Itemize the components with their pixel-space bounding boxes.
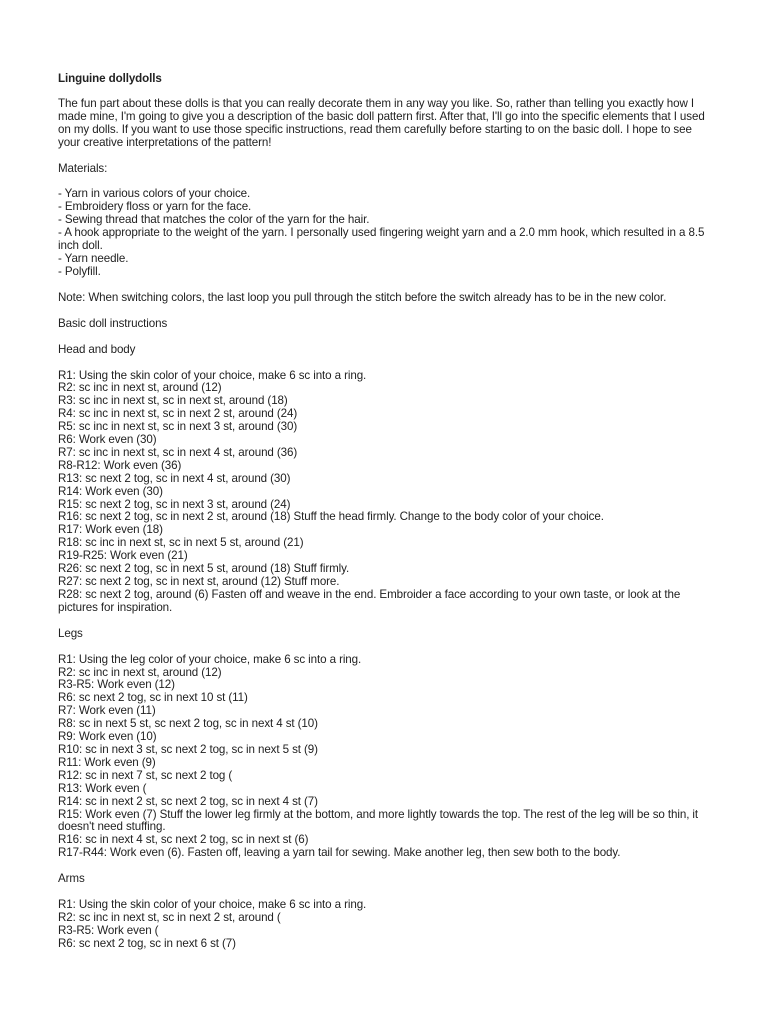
legs-row: R14: sc in next 2 st, sc next 2 tog, sc in next 4 st (7) [58, 794, 318, 808]
head-body-row: R14: Work even (30) [58, 484, 163, 498]
legs-row: R15: Work even (7) Stuff the lower leg firmly at the bottom, and more lightly towards the top. The rest of the leg will be so thin, it doesn't need stuffing. [58, 807, 699, 834]
head-body-row: R1: Using the skin color of your choice, make 6 sc into a ring. [58, 368, 367, 382]
legs-row: R13: Work even ( [58, 781, 147, 795]
legs-row: R10: sc in next 3 st, sc next 2 tog, sc in next 5 st (9) [58, 742, 318, 756]
materials-item: - Yarn in various colors of your choice. [58, 187, 251, 201]
document-title: Linguine dollydolls [58, 72, 162, 85]
arms-row: R1: Using the skin color of your choice, make 6 sc into a ring. [58, 898, 367, 912]
head-body-row: R5: sc inc in next st, sc in next 3 st, around (30) [58, 420, 298, 434]
materials-item: - Sewing thread that matches the color of the yarn for the hair. [58, 213, 370, 227]
head-body-row: R4: sc inc in next st, sc in next 2 st, around (24) [58, 407, 298, 421]
head-body-row: R7: sc inc in next st, sc in next 4 st, around (36) [58, 445, 298, 459]
head-body-rows [58, 370, 708, 615]
legs-row: R8: sc in next 5 st, sc next 2 tog, sc in next 4 st (10) [58, 717, 318, 731]
head-body-row: R2: sc inc in next st, around (12) [58, 381, 222, 395]
legs-row: R17-R44: Work even (6). Fasten off, leaving a yarn tail for sewing. Make another leg, then sew both to the body. [58, 846, 621, 860]
materials-item: - Polyfill. [58, 264, 101, 278]
head-body-row: R16: sc next 2 tog, sc in next 2 st, around (18) Stuff the head firmly. Change to the body color of your choice. [58, 510, 604, 524]
legs-row: R1: Using the leg color of your choice, make 6 sc into a ring. [58, 652, 362, 666]
legs-rows [58, 654, 708, 861]
head-body-row: R17: Work even (18) [58, 523, 163, 537]
head-body-heading: Head and body [58, 342, 136, 356]
head-body-row: R15: sc next 2 tog, sc in next 3 st, around (24) [58, 497, 291, 511]
materials-heading: Materials: [58, 161, 108, 175]
legs-row: R12: sc in next 7 st, sc next 2 tog ( [58, 768, 233, 782]
arms-row: R6: sc next 2 tog, sc in next 6 st (7) [58, 936, 236, 950]
head-body-row: R28: sc next 2 tog, around (6) Fasten off and weave in the end. Embroider a face according to your own taste, or look at the pictures for inspiration. [58, 587, 681, 614]
head-body-row: R27: sc next 2 tog, sc in next st, around (12) Stuff more. [58, 575, 340, 588]
materials-item: - Yarn needle. [58, 251, 129, 265]
legs-row: R2: sc inc in next st, around (12) [58, 665, 222, 679]
legs-row: R11: Work even (9) [58, 755, 156, 769]
note-paragraph: Note: When switching colors, the last loop you pull through the stitch before the switch already has to be in the new color. [58, 290, 667, 304]
legs-heading: Legs [58, 626, 83, 640]
legs-row: R16: sc in next 4 st, sc next 2 tog, sc in next st (6) [58, 833, 309, 847]
legs-row: R9: Work even (10) [58, 730, 157, 744]
basic-doll-heading: Basic doll instructions [58, 316, 168, 330]
materials-item: - A hook appropriate to the weight of the yarn. I personally used fingering weight yarn and a 2.0 mm hook, which resulted in a 8.5 inch doll. [58, 226, 705, 253]
arms-row: R3-R5: Work even ( [58, 923, 159, 937]
materials-list [58, 188, 708, 278]
arms-rows [58, 899, 708, 951]
head-body-row: R26: sc next 2 tog, sc in next 5 st, around (18) Stuff firmly. [58, 562, 350, 576]
arms-heading: Arms [58, 872, 85, 886]
head-body-row: R8-R12: Work even (36) [58, 458, 182, 472]
legs-row: R6: sc next 2 tog, sc in next 10 st (11) [58, 691, 248, 705]
arms-row: R2: sc inc in next st, sc in next 2 st, around ( [58, 910, 281, 924]
legs-row: R7: Work even (11) [58, 704, 156, 718]
head-body-row: R13: sc next 2 tog, sc in next 4 st, around (30) [58, 471, 291, 485]
intro-paragraph: The fun part about these dolls is that you can really decorate them in any way you like. So, rather than telling you exactly how I made mine, I'm going to give you a description of the basic doll pattern first. After that, I'll go into the specific elements that I used on my dolls. If you want to use those specific instructions, read them carefully before starting to on the basic doll. I hope to see your creative interpretations of the pattern! [58, 96, 705, 149]
head-body-row: R18: sc inc in next st, sc in next 5 st, around (21) [58, 536, 304, 550]
head-body-row: R6: Work even (30) [58, 433, 157, 447]
legs-row: R3-R5: Work even (12) [58, 678, 175, 692]
head-body-row: R19-R25: Work even (21) [58, 549, 188, 563]
head-body-row: R3: sc inc in next st, sc in next st, around (18) [58, 394, 288, 408]
materials-item: - Embroidery floss or yarn for the face. [58, 200, 252, 214]
